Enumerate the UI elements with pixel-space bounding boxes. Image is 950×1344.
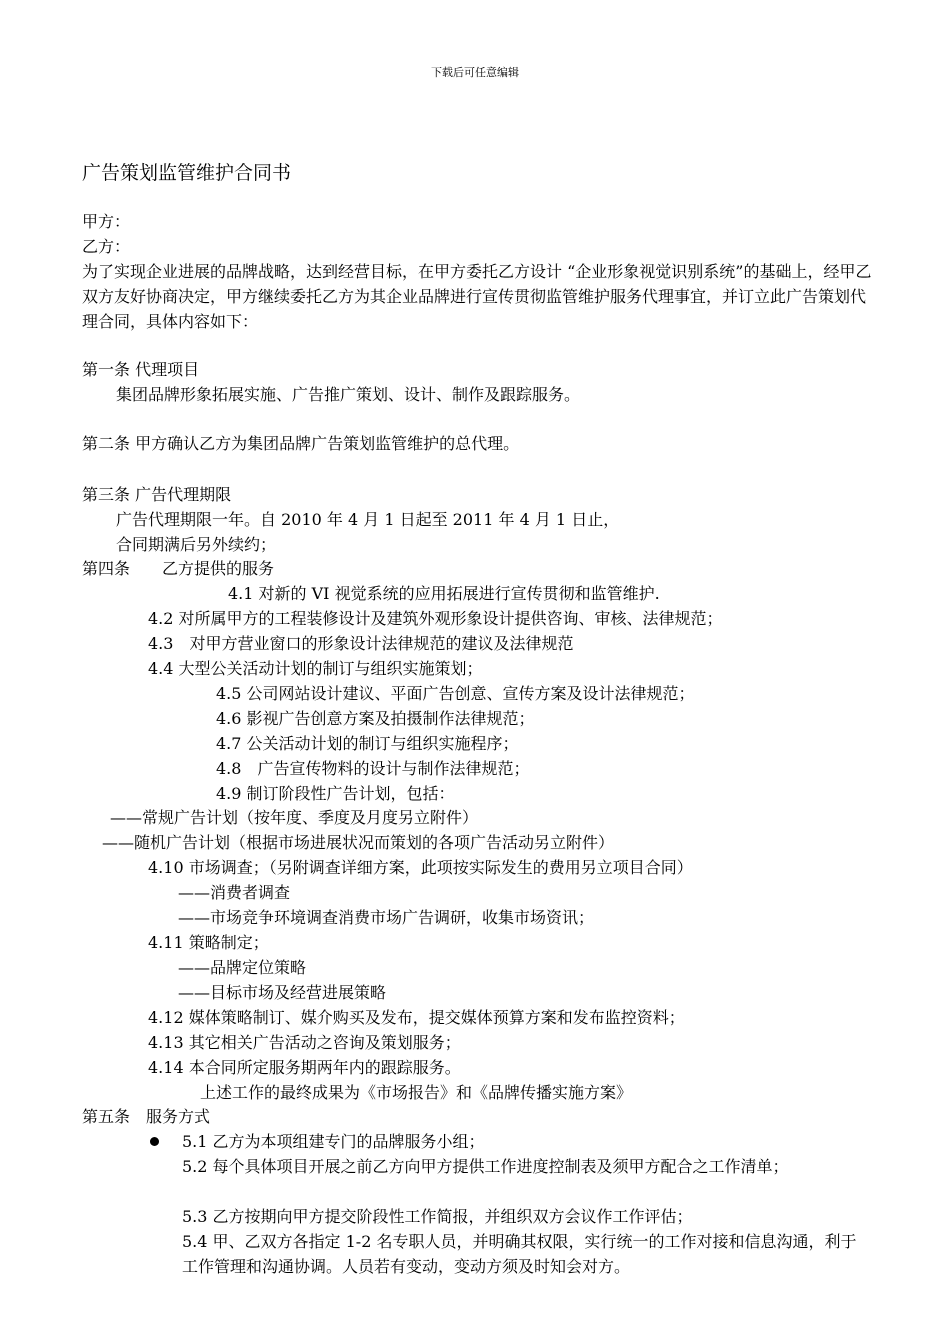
item-4-12: 4.12 媒体策略制订、媒介购买及发布，提交媒体预算方案和发布监控资料； (148, 1008, 685, 1027)
article-1-title: 第一条 代理项目 (82, 360, 200, 379)
article-2-text: 第二条 甲方确认乙方为集团品牌广告策划监管维护的总代理。 (82, 434, 520, 453)
item-4-14: 4.14 本合同所定服务期两年内的跟踪服务。 (148, 1058, 461, 1077)
article-5-title: 第五条 服务方式 (82, 1107, 211, 1126)
article-1-body: 集团品牌形象拓展实施、广告推广策划、设计、制作及跟踪服务。 (116, 385, 581, 404)
article-3-line-1: 广告代理期限一年。自 2010 年 4 月 1 日起至 2011 年 4 月 1 日止， (116, 510, 620, 529)
plan-regular: ——常规广告计划（按年度、季度及月度另立附件） (110, 808, 479, 827)
item-4-13: 4.13 其它相关广告活动之咨询及策划服务； (148, 1033, 461, 1052)
page-header-note: 下载后可任意编辑 (431, 66, 519, 79)
item-4-9: 4.9 制订阶段性广告计划，包括： (216, 784, 455, 803)
party-b-label: 乙方： (82, 237, 131, 256)
party-a-label: 甲方： (82, 212, 131, 231)
plan-random: ——随机广告计划（根据市场进展状况而策划的各项广告活动另立附件） (102, 833, 615, 852)
item-4-5: 4.5 公司网站设计建议、平面广告创意、宣传方案及设计法律规范； (216, 684, 695, 703)
intro-paragraph: 为了实现企业进展的品牌战略，达到经营目标，在甲方委托乙方设计 “企业形象视觉识别系统”的基础上，经甲乙双方友好协商决定，甲方继续委托乙方为其企业品牌进行宣传贯彻监管维护服务代理事宜，并订立此广告策划代理合同，具体内容如下： (82, 262, 872, 331)
article-4-result: 上述工作的最终成果为《市场报告》和《品牌传播实施方案》 (200, 1083, 633, 1102)
item-4-2: 4.2 对所属甲方的工程装修设计及建筑外观形象设计提供咨询、审核、法律规范； (148, 609, 723, 628)
item-5-3: 5.3 乙方按期向甲方提交阶段性工作简报，并组织双方会议作工作评估； (182, 1207, 693, 1226)
document-title: 广告策划监管维护合同书 (82, 162, 292, 184)
article-4-title: 第四条 乙方提供的服务 (82, 559, 275, 578)
item-5-1: 5.1 乙方为本项组建专门的品牌服务小组； (182, 1132, 485, 1151)
item-4-10-sub-a: ——消费者调查 (178, 883, 291, 902)
item-4-6: 4.6 影视广告创意方案及拍摄制作法律规范； (216, 709, 535, 728)
item-4-4: 4.4 大型公关活动计划的制订与组织实施策划； (148, 659, 483, 678)
item-4-1: 4.1 对新的 VI 视觉系统的应用拓展进行宣传贯彻和监管维护. (228, 584, 660, 603)
article-3-title: 第三条 广告代理期限 (82, 485, 232, 504)
item-4-11-sub-b: ——目标市场及经营进展策略 (178, 983, 387, 1002)
item-4-8: 4.8 广告宣传物料的设计与制作法律规范； (216, 759, 530, 778)
item-5-2: 5.2 每个具体项目开展之前乙方向甲方提供工作进度控制表及须甲方配合之工作清单； (182, 1157, 789, 1176)
item-4-10-sub-b: ——市场竞争环境调查消费市场广告调研，收集市场资讯； (178, 908, 595, 927)
item-4-11-sub-a: ——品牌定位策略 (178, 958, 307, 977)
article-3-line-2: 合同期满后另外续约； (116, 535, 277, 554)
item-4-3: 4.3 对甲方营业窗口的形象设计法律规范的建议及法律规范 (148, 634, 574, 653)
item-4-7: 4.7 公关活动计划的制订与组织实施程序； (216, 734, 519, 753)
item-4-10: 4.10 市场调查；（另附调查详细方案，此项按实际发生的费用另立项目合同） (148, 858, 693, 877)
bullet-icon (150, 1137, 159, 1146)
item-4-11: 4.11 策略制定； (148, 933, 269, 952)
item-5-4: 5.4 甲、乙双方各指定 1-2 名专职人员，并明确其权限，实行统一的工作对接和信息沟通，利于工作管理和沟通协调。人员若有变动，变动方须及时知会对方。 (182, 1232, 857, 1276)
